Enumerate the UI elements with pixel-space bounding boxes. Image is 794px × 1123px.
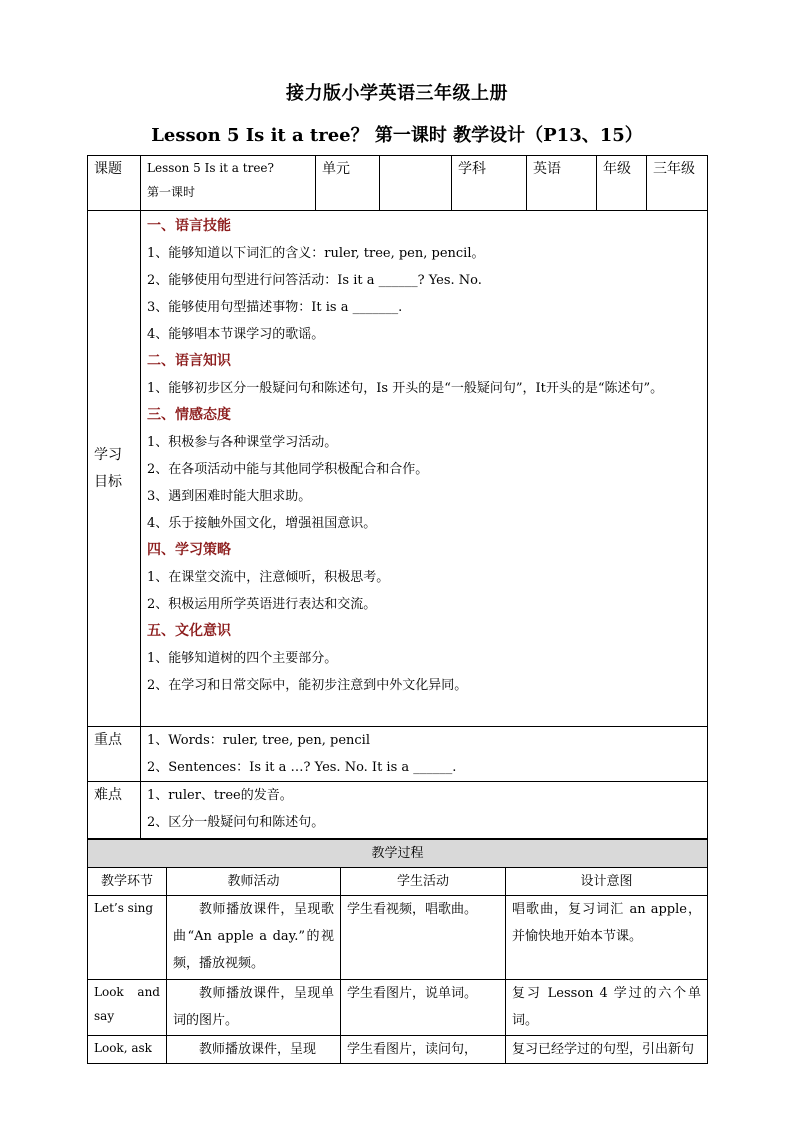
unit-label: 单元 [316,156,380,211]
difficulty-item: 2、区分一般疑问句和陈述句。 [147,815,325,830]
objective-item: 3、能够使用句型描述事物：It is a _______. [147,300,403,315]
objective-item: 3、遇到困难时能大胆求助。 [147,489,312,504]
objective-item: 1、积极参与各种课堂学习活动。 [147,435,338,450]
key-points-label: 重点 [88,727,141,782]
col-header-student: 学生活动 [341,868,506,896]
key-point-item: 2、Sentences：Is it a …? Yes. No. It is a ______. [147,760,457,775]
section-title: 三、情感态度 [147,407,231,423]
table-row [88,1036,708,1064]
key-points-row [88,727,708,782]
col-header-teacher: 教师活动 [167,868,341,896]
difficulties-content [141,782,708,839]
process-header-row [88,868,708,896]
section-title: 二、语言知识 [147,353,231,369]
teaching-process-table [87,839,708,1064]
objectives-label [88,211,141,727]
objective-item: 1、能够知道树的四个主要部分。 [147,651,338,666]
topic-line-1: Lesson 5 Is it a tree? [147,161,274,175]
objective-item: 2、能够使用句型进行问答活动：Is it a ______? Yes. No. [147,273,482,288]
grade-value: 三年级 [647,156,708,211]
document-title: 接力版小学英语三年级上册 [286,83,508,104]
objectives-content [141,211,708,727]
topic-line-2: 第一课时 [147,185,196,199]
objective-item: 2、积极运用所学英语进行表达和交流。 [147,597,377,612]
col-header-intent: 设计意图 [506,868,708,896]
subject-label: 学科 [452,156,527,211]
difficulties-row [88,782,708,839]
col-header-stage: 教学环节 [88,868,167,896]
objective-item: 2、在学习和日常交际中，能初步注意到中外文化异同。 [147,678,468,693]
objectives-label-line-2: 目标 [94,473,122,490]
intent-cell: 复习 Lesson 4 学过的六个单词。 [506,980,708,1036]
objective-item: 1、在课堂交流中，注意倾听，积极思考。 [147,570,390,585]
process-title: 教学过程 [88,840,708,868]
section-title: 一、语言技能 [147,218,231,234]
header-row [88,156,708,211]
objectives-label-line-1: 学习 [94,446,122,463]
teacher-cell: 教师播放课件，呈现 [167,1036,341,1064]
objective-item: 4、乐于接触外国文化，增强祖国意识。 [147,516,377,531]
document-subtitle: Lesson 5 Is it a tree？ 第一课时 教学设计（P13、15） [151,125,643,146]
objective-item: 1、能够初步区分一般疑问句和陈述句，Is 开头的是“一般疑问句”，It开头的是“陈述句”。 [147,381,664,396]
teacher-cell: 教师播放课件，呈现单词的图片。 [167,980,341,1036]
unit-value [380,156,452,211]
intent-cell: 唱歌曲，复习词汇 an apple，并愉快地开始本节课。 [506,896,708,980]
student-cell: 学生看图片，读问句， [341,1036,506,1064]
table-row [88,980,708,1036]
subject-value: 英语 [527,156,597,211]
process-title-row [88,840,708,868]
objective-item: 4、能够唱本节课学习的歌谣。 [147,327,325,342]
grade-label: 年级 [597,156,647,211]
teacher-cell: 教师播放课件，呈现歌曲“An apple a day.”的视频，播放视频。 [167,896,341,980]
student-cell: 学生看视频，唱歌曲。 [341,896,506,980]
difficulties-label: 难点 [88,782,141,839]
difficulty-item: 1、ruler、tree的发音。 [147,788,293,803]
section-title: 四、学习策略 [147,542,231,558]
section-title: 五、文化意识 [147,623,231,639]
topic-value [141,156,316,211]
objectives-row [88,211,708,727]
stage-cell: Look and say [88,980,167,1036]
objective-item: 2、在各项活动中能与其他同学积极配合和合作。 [147,462,429,477]
lesson-info-table [87,155,708,839]
topic-label: 课题 [88,156,141,211]
student-cell: 学生看图片，说单词。 [341,980,506,1036]
key-point-item: 1、Words：ruler, tree, pen, pencil [147,733,370,748]
intent-cell: 复习已经学过的句型，引出新句 [506,1036,708,1064]
objective-item: 1、能够知道以下词汇的含义：ruler, tree, pen, pencil。 [147,246,485,261]
table-row [88,896,708,980]
key-points-content [141,727,708,782]
stage-cell: Let’s sing [88,896,167,980]
stage-cell: Look, ask [88,1036,167,1064]
